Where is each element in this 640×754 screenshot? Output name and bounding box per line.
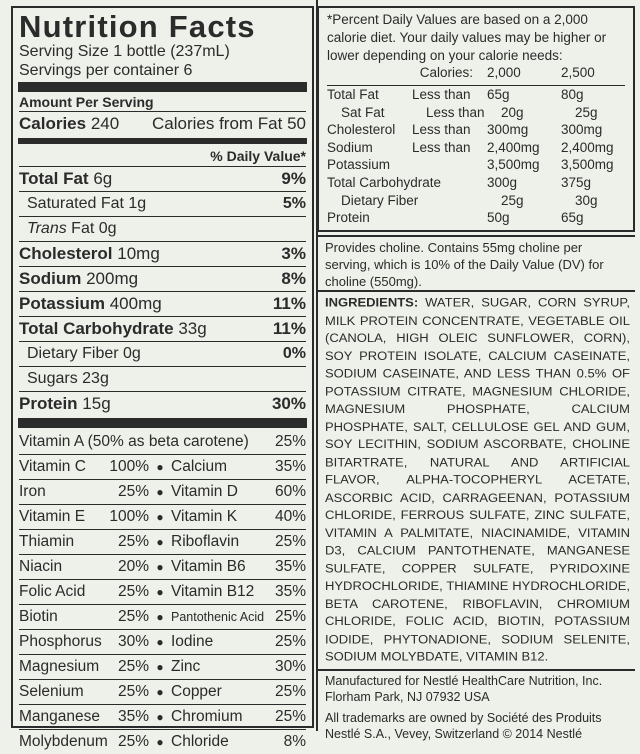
vitamin-pct: 35% bbox=[274, 458, 306, 475]
nutrient-row-potassium bbox=[19, 291, 306, 316]
vitamin-row bbox=[19, 679, 306, 704]
footnote-value: 2,400mg bbox=[561, 139, 614, 155]
footnote-value: 300g bbox=[487, 174, 518, 190]
nutrient-row-sugars bbox=[19, 366, 306, 391]
vitamin-pct: 30% bbox=[274, 658, 306, 675]
footnote-value: 25g bbox=[575, 104, 598, 120]
vitamin-name: Selenium bbox=[19, 683, 84, 700]
nutrient-label: Sodium bbox=[19, 269, 82, 288]
bullet-icon: ● bbox=[156, 510, 164, 524]
nutrient-amount: 0g bbox=[123, 345, 141, 362]
vitamin-row bbox=[19, 604, 306, 629]
vitamin-name: Thiamin bbox=[19, 533, 75, 550]
vitamin-row bbox=[19, 629, 306, 654]
thick-divider bbox=[18, 418, 307, 428]
nutrient-row-protein bbox=[19, 391, 306, 416]
nutrient-amount: 1g bbox=[128, 195, 147, 212]
nutrition-facts-title: Nutrition Facts bbox=[19, 9, 256, 44]
footnote-value: 25g bbox=[501, 192, 524, 208]
footnote-row bbox=[327, 209, 625, 227]
nutrient-row-sodium bbox=[19, 266, 306, 291]
bullet-icon: ● bbox=[156, 660, 164, 674]
vitamin-name: Vitamin B6 bbox=[171, 558, 246, 575]
choline-statement: Provides choline. Contains 55mg choline per serving, which is 10% of the Daily Value (DV) for choline (550mg). bbox=[325, 240, 604, 289]
vitamin-pct: 25% bbox=[117, 583, 149, 600]
nutrient-amount: 33g bbox=[178, 319, 207, 338]
vitamin-pct: 30% bbox=[117, 633, 149, 650]
footnote-nutrient: Sodium bbox=[327, 139, 373, 155]
vitamin-pct: 100% bbox=[109, 458, 149, 475]
footnote-qualifier bbox=[412, 156, 487, 174]
footnote-qualifier: Less than bbox=[426, 104, 485, 120]
footnote-qualifier: Less than bbox=[412, 87, 471, 102]
vitamin-a-row bbox=[19, 430, 306, 454]
nutrient-amount: 200mg bbox=[86, 269, 139, 288]
footnote-qualifier: Less than bbox=[412, 122, 471, 138]
vitamin-name: Iodine bbox=[171, 633, 214, 650]
vitamin-name: Vitamin K bbox=[171, 508, 238, 525]
nutrient-amount: 15g bbox=[82, 394, 111, 413]
nutrient-amount: 400mg bbox=[109, 294, 162, 313]
vitamin-name: Vitamin E bbox=[19, 508, 86, 525]
footnote-row bbox=[327, 174, 625, 192]
footnote-intro: *Percent Daily Values are based on a 2,000 calorie diet. Your daily values may be higher or lower depending on your calorie needs: bbox=[327, 12, 607, 63]
footnote-nutrient: Protein bbox=[327, 210, 370, 226]
footnote-row bbox=[327, 121, 625, 139]
vitamin-row bbox=[19, 504, 306, 529]
vitamin-row bbox=[19, 729, 306, 754]
footnote-row bbox=[327, 156, 625, 174]
nutrient-label: Cholesterol bbox=[19, 244, 113, 263]
bullet-icon: ● bbox=[156, 735, 164, 749]
nutrient-label: Sugars bbox=[27, 370, 78, 387]
vitamin-pct: 40% bbox=[274, 508, 306, 525]
vitamin-row bbox=[19, 454, 306, 479]
vitamin-pct: 35% bbox=[274, 583, 306, 600]
vitamin-pct: 35% bbox=[274, 558, 306, 575]
calories-value: 240 bbox=[90, 114, 120, 133]
nutrient-row-total-fat bbox=[19, 166, 306, 191]
vitamin-pct: 35% bbox=[117, 708, 149, 725]
footnote-row bbox=[327, 139, 625, 157]
vitamin-pct: 25% bbox=[117, 683, 149, 700]
vitamin-row bbox=[19, 654, 306, 679]
nutrient-row-cholesterol bbox=[19, 241, 306, 266]
vitamin-name: Manganese bbox=[19, 708, 101, 725]
footnote-row bbox=[327, 86, 625, 104]
vitamin-pct: 20% bbox=[117, 558, 149, 575]
footnote-value: 3,500mg bbox=[487, 157, 540, 173]
nutrient-amount: Fat 0g bbox=[71, 220, 117, 237]
vitamin-name: Niacin bbox=[19, 558, 63, 575]
footnote-value: 20g bbox=[501, 104, 524, 120]
vitamin-name: Chromium bbox=[171, 708, 243, 725]
vitamin-pct: 25% bbox=[117, 483, 149, 500]
nutrient-label: Trans bbox=[27, 220, 67, 237]
footnote-table bbox=[327, 85, 625, 227]
vitamin-name: Pantothenic Acid bbox=[171, 610, 265, 624]
footnote-nutrient: Total Carbohydrate bbox=[327, 174, 442, 190]
footnote-value: 80g bbox=[561, 87, 584, 102]
calories-2000-heading: 2,000 bbox=[487, 65, 521, 80]
calories-from-fat: Calories from Fat 50 bbox=[152, 114, 306, 133]
footnote-value: 30g bbox=[575, 192, 598, 208]
divider bbox=[317, 669, 635, 671]
vitamin-pct: 25% bbox=[117, 608, 149, 625]
calories-row bbox=[19, 111, 306, 136]
vitamin-pct: 25% bbox=[117, 533, 149, 550]
ingredients-label: INGREDIENTS: bbox=[325, 295, 419, 310]
daily-value-footnote bbox=[317, 6, 635, 232]
manufacturer-statement: Manufactured for Nestlé HealthCare Nutrition, Inc. Florham Park, NJ 07932 USA bbox=[325, 674, 603, 704]
medium-divider bbox=[18, 138, 307, 144]
nutrient-pct: 3% bbox=[281, 244, 306, 263]
vitamin-pct: 8% bbox=[283, 733, 306, 750]
vitamin-name: Vitamin B12 bbox=[171, 583, 255, 600]
vitamin-row bbox=[19, 579, 306, 604]
nutrient-amount: 6g bbox=[93, 169, 113, 188]
nutrient-pct: 30% bbox=[271, 394, 306, 413]
footnote-nutrient: Dietary Fiber bbox=[341, 192, 419, 208]
trademark-statement: All trademarks are owned by Société des Produits Nestlé S.A., Vevey, Switzerland © 2014 Nestlé bbox=[325, 711, 602, 741]
vitamin-name: Phosphorus bbox=[19, 633, 102, 650]
vitamin-row bbox=[19, 704, 306, 729]
nutrient-label: Dietary Fiber bbox=[27, 345, 119, 362]
footnote-nutrient: Cholesterol bbox=[327, 122, 396, 138]
vitamin-name: Zinc bbox=[171, 658, 201, 675]
amount-per-serving: Amount Per Serving bbox=[19, 94, 154, 110]
daily-value-header: % Daily Value* bbox=[210, 148, 306, 164]
footnote-calories-header bbox=[327, 65, 625, 81]
calories-2500-heading: 2,500 bbox=[561, 65, 595, 80]
nutrient-amount: 10mg bbox=[117, 244, 160, 263]
footnote-qualifier bbox=[412, 209, 487, 227]
footnote-value: 50g bbox=[487, 210, 510, 226]
bullet-icon: ● bbox=[156, 610, 164, 624]
footnote-nutrient: Total Fat bbox=[327, 87, 379, 102]
bullet-icon: ● bbox=[156, 635, 164, 649]
footnote-value: 300mg bbox=[561, 122, 603, 138]
vitamin-list bbox=[19, 454, 306, 754]
vitamin-pct: 60% bbox=[274, 483, 306, 500]
vitamin-row bbox=[19, 529, 306, 554]
vitamin-pct: 25% bbox=[117, 658, 149, 675]
bullet-icon: ● bbox=[156, 560, 164, 574]
nutrient-label: Saturated Fat bbox=[27, 195, 124, 212]
calories-label: Calories bbox=[19, 114, 87, 133]
ingredients-text bbox=[325, 294, 630, 666]
footnote-value: 65g bbox=[487, 87, 510, 102]
divider bbox=[317, 235, 635, 237]
vitamin-pct: 25% bbox=[117, 733, 149, 750]
footnote-value: 3,500mg bbox=[561, 157, 614, 173]
bullet-icon: ● bbox=[156, 710, 164, 724]
nutrient-pct: 9% bbox=[281, 169, 306, 188]
serving-size: Serving Size 1 bottle (237mL) bbox=[19, 43, 230, 60]
calories-heading: Calories: bbox=[419, 65, 473, 80]
thick-divider bbox=[18, 82, 307, 92]
bullet-icon: ● bbox=[156, 685, 164, 699]
vitamin-name: Copper bbox=[171, 683, 222, 700]
footnote-row bbox=[327, 192, 625, 210]
nutrient-label: Protein bbox=[19, 394, 78, 413]
footnote-value: 2,400mg bbox=[487, 139, 540, 155]
servings-per-container: Servings per container 6 bbox=[19, 62, 193, 79]
ingredients-list: WATER, SUGAR, CORN SYRUP, MILK PROTEIN CONCENTRATE, VEGETABLE OIL (CANOLA, HIGH OLEIC SUNFLOWER, CORN), SOY PROTEIN ISOLATE, CALCIUM CASEINATE, SODIUM CASEINATE, AND LESS THAN 0.5% OF POTASSIUM CITRATE, MAGNESIUM CHLORIDE, MAGNESIUM PHOSPHATE, CALCIUM PHOSPHATE, SALT, CELLULOSE GEL AND GUM, SOY LECITHIN, SODIUM ASCORBATE, CHOLINE BITARTRATE, NATURAL AND ARTIFICIAL FLAVOR, ALPHA-TOCOPHERYL ACETATE, ASCORBIC ACID, CARRAGEENAN, POTASSIUM CHLORIDE, FERROUS SULFATE, ZINC SULFATE, VITAMIN A PALMITATE, NIACINAMIDE, VITAMIN D3, CALCIUM PANTOTHENATE, MANGANESE SULFATE, COPPER SULFATE, PYRIDOXINE HYDROCHLORIDE, THIAMINE HYDROCHLORIDE, BETA CAROTENE, RIBOFLAVIN, CHROMIUM CHLORIDE, FOLIC ACID, BIOTIN, POTASSIUM IODIDE, PHYTONADIONE, SODIUM SELENITE, SODIUM MOLYBDATE, VITAMIN B12. bbox=[325, 295, 630, 664]
footnote-value: 300mg bbox=[487, 122, 529, 138]
vitamin-row bbox=[19, 479, 306, 504]
nutrient-label: Total Fat bbox=[19, 169, 89, 188]
footnote-value: 65g bbox=[561, 210, 584, 226]
nutrient-pct: 0% bbox=[282, 345, 306, 362]
nutrient-amount: 23g bbox=[82, 370, 109, 387]
nutrient-label: Potassium bbox=[19, 294, 105, 313]
nutrient-label: Total Carbohydrate bbox=[19, 319, 174, 338]
vitamin-pct: 25% bbox=[274, 608, 306, 625]
nutrient-pct: 11% bbox=[272, 319, 306, 338]
footnote-row bbox=[327, 104, 625, 122]
vitamin-name: Calcium bbox=[171, 458, 227, 475]
vitamin-a-label: Vitamin A (50% as beta carotene) bbox=[19, 433, 249, 450]
nutrient-row-saturated-fat bbox=[19, 191, 306, 216]
vitamin-pct: 100% bbox=[109, 508, 149, 525]
footnote-nutrient: Potassium bbox=[327, 157, 391, 173]
vitamin-a-pct: 25% bbox=[274, 433, 306, 450]
nutrient-row-dietary-fiber bbox=[19, 341, 306, 366]
vitamin-name: Biotin bbox=[19, 608, 58, 625]
nutrient-pct: 5% bbox=[282, 195, 306, 212]
footnote-qualifier: Less than bbox=[412, 139, 471, 155]
bullet-icon: ● bbox=[156, 585, 164, 599]
bullet-icon: ● bbox=[156, 485, 164, 499]
vitamin-pct: 25% bbox=[274, 533, 306, 550]
bullet-icon: ● bbox=[156, 460, 164, 474]
divider bbox=[317, 290, 635, 292]
vitamin-name: Chloride bbox=[171, 733, 229, 750]
vitamin-name: Vitamin D bbox=[171, 483, 238, 500]
bullet-icon: ● bbox=[156, 535, 164, 549]
nutrient-row-total-carbohydrate bbox=[19, 316, 306, 341]
vitamin-pct: 25% bbox=[274, 683, 306, 700]
vitamin-name: Molybdenum bbox=[19, 733, 108, 750]
vitamin-name: Iron bbox=[19, 483, 46, 500]
footnote-value: 375g bbox=[561, 174, 592, 190]
footnote-nutrient: Sat Fat bbox=[341, 104, 385, 120]
vitamin-row bbox=[19, 554, 306, 579]
vitamin-name: Folic Acid bbox=[19, 583, 86, 600]
nutrition-facts-panel bbox=[11, 6, 314, 750]
nutrient-pct: 11% bbox=[272, 294, 306, 313]
nutrient-row-trans-fat bbox=[19, 216, 306, 241]
vitamin-pct: 25% bbox=[274, 633, 306, 650]
vitamin-name: Riboflavin bbox=[171, 533, 240, 550]
nutrient-pct: 8% bbox=[281, 269, 306, 288]
vitamin-name: Vitamin C bbox=[19, 458, 86, 475]
vitamin-name: Magnesium bbox=[19, 658, 100, 675]
vitamin-pct: 25% bbox=[274, 708, 306, 725]
